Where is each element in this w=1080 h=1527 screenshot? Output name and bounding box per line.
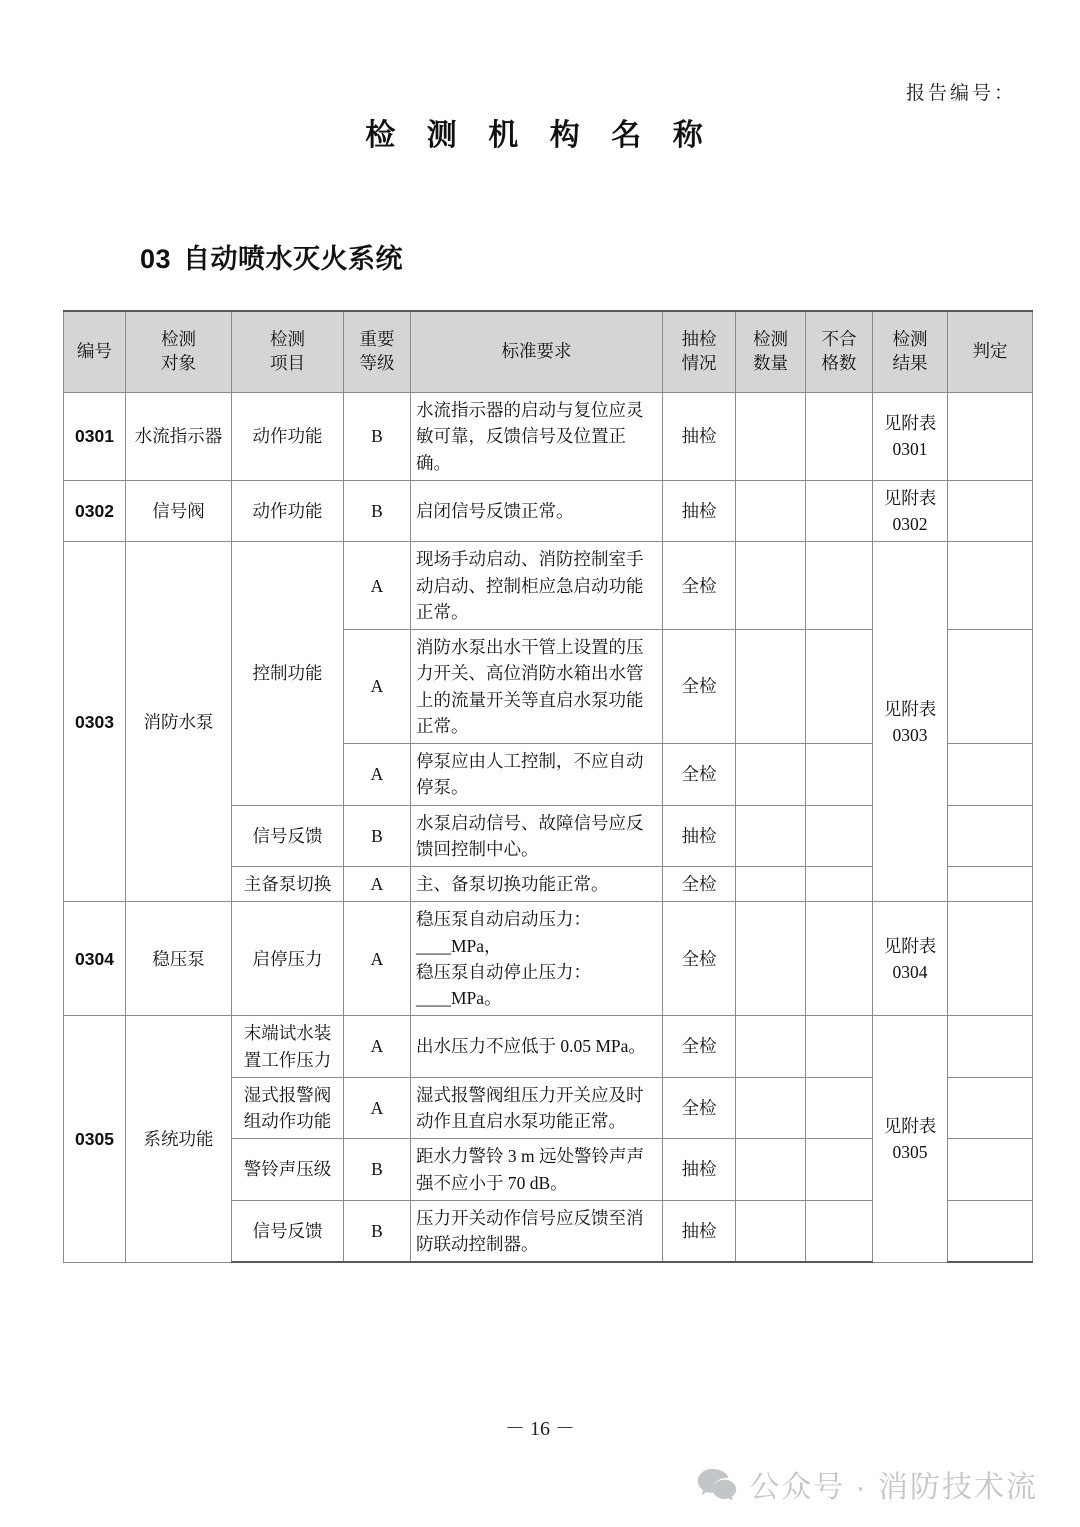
cell-quantity bbox=[736, 805, 806, 867]
cell-grade: B bbox=[344, 480, 411, 542]
cell-sampling: 全检 bbox=[663, 542, 736, 630]
cell-sampling: 抽检 bbox=[663, 805, 736, 867]
cell-number: 0304 bbox=[64, 902, 126, 1016]
column-header-text: 数量 bbox=[753, 353, 788, 373]
table-row bbox=[64, 902, 1033, 1016]
column-header-text: 不合 bbox=[821, 329, 857, 350]
cell-object: 消防水泵 bbox=[126, 542, 232, 902]
cell-result: 见附表 0301 bbox=[873, 393, 948, 481]
column-header-text: 检测 bbox=[753, 329, 788, 350]
cell-judgement bbox=[948, 1077, 1033, 1139]
table-row bbox=[64, 393, 1033, 481]
cell-requirement: 停泵应由人工控制，不应自动停泵。 bbox=[411, 744, 663, 806]
cell-sampling: 抽检 bbox=[663, 393, 736, 481]
cell-quantity bbox=[736, 1077, 806, 1139]
column-header-item bbox=[232, 311, 344, 393]
cell-quantity bbox=[736, 542, 806, 630]
column-header-text: 结果 bbox=[892, 353, 928, 373]
cell-judgement bbox=[948, 480, 1033, 542]
column-header-text: 判定 bbox=[972, 341, 1008, 362]
table-row bbox=[64, 1016, 1033, 1078]
cell-sampling: 抽检 bbox=[663, 480, 736, 542]
cell-quantity bbox=[736, 744, 806, 806]
cell-requirement: 现场手动启动、消防控制室手动启动、控制柜应急启动功能正常。 bbox=[411, 542, 663, 630]
column-header-text: 等级 bbox=[359, 353, 395, 373]
cell-object: 信号阀 bbox=[126, 480, 232, 542]
column-header-qty bbox=[736, 311, 806, 393]
table-row bbox=[64, 542, 1033, 630]
column-header-judge bbox=[948, 311, 1033, 393]
section-title bbox=[140, 237, 403, 276]
cell-item: 控制功能 bbox=[232, 542, 344, 805]
cell-judgement bbox=[948, 542, 1033, 630]
cell-sampling: 全检 bbox=[663, 630, 736, 744]
page-number: － 16 － bbox=[505, 1418, 575, 1440]
cell-sampling: 全检 bbox=[663, 902, 736, 1016]
cell-item: 主备泵切换 bbox=[232, 867, 344, 902]
cell-item: 动作功能 bbox=[232, 480, 344, 542]
cell-grade: A bbox=[344, 1016, 411, 1078]
cell-fail-count bbox=[806, 630, 873, 744]
cell-judgement bbox=[948, 805, 1033, 867]
column-header-obj bbox=[126, 311, 232, 393]
organization-title: 检 测 机 构 名 称 bbox=[365, 119, 715, 152]
cell-item: 信号反馈 bbox=[232, 1200, 344, 1262]
cell-requirement: 压力开关动作信号应反馈至消防联动控制器。 bbox=[411, 1200, 663, 1262]
column-header-text: 格数 bbox=[821, 353, 857, 373]
cell-requirement: 稳压泵自动启动压力： ____MPa， 稳压泵自动停止压力： ____MPa。 bbox=[411, 902, 663, 1016]
cell-fail-count bbox=[806, 1016, 873, 1078]
cell-grade: B bbox=[344, 393, 411, 481]
cell-item: 信号反馈 bbox=[232, 805, 344, 867]
cell-quantity bbox=[736, 1200, 806, 1262]
column-header-text: 重要 bbox=[359, 329, 395, 350]
cell-object: 系统功能 bbox=[126, 1016, 232, 1263]
column-header-text: 对象 bbox=[161, 353, 196, 373]
column-header-result bbox=[873, 311, 948, 393]
cell-number: 0301 bbox=[64, 393, 126, 481]
cell-fail-count bbox=[806, 902, 873, 1016]
cell-sampling: 抽检 bbox=[663, 1139, 736, 1201]
cell-fail-count bbox=[806, 480, 873, 542]
cell-item: 湿式报警阀组动作功能 bbox=[232, 1077, 344, 1139]
cell-judgement bbox=[948, 1139, 1033, 1201]
inspection-table bbox=[63, 310, 1033, 1263]
table-header-row bbox=[64, 311, 1033, 393]
column-header-text: 检测 bbox=[161, 329, 196, 350]
cell-quantity bbox=[736, 630, 806, 744]
cell-fail-count bbox=[806, 867, 873, 902]
cell-fail-count bbox=[806, 1077, 873, 1139]
cell-grade: A bbox=[344, 744, 411, 806]
cell-grade: A bbox=[344, 630, 411, 744]
cell-requirement: 水流指示器的启动与复位应灵敏可靠，反馈信号及位置正确。 bbox=[411, 393, 663, 481]
cell-item: 末端试水装置工作压力 bbox=[232, 1016, 344, 1078]
table-body bbox=[64, 393, 1033, 1263]
cell-result: 见附表 0305 bbox=[873, 1016, 948, 1263]
cell-sampling: 全检 bbox=[663, 867, 736, 902]
cell-fail-count bbox=[806, 393, 873, 481]
column-header-text: 标准要求 bbox=[501, 341, 572, 362]
cell-fail-count bbox=[806, 542, 873, 630]
cell-requirement: 水泵启动信号、故障信号应反馈回控制中心。 bbox=[411, 805, 663, 867]
cell-requirement: 主、备泵切换功能正常。 bbox=[411, 867, 663, 902]
column-header-text: 抽检 bbox=[681, 329, 717, 350]
cell-number: 0305 bbox=[64, 1016, 126, 1263]
cell-fail-count bbox=[806, 1200, 873, 1262]
watermark-text: 公众号 · 消防技术流 bbox=[749, 1471, 1038, 1504]
column-header-text: 检测 bbox=[892, 329, 928, 350]
column-header-no bbox=[64, 311, 126, 393]
cell-fail-count bbox=[806, 805, 873, 867]
column-header-text: 项目 bbox=[270, 353, 305, 373]
cell-number: 0303 bbox=[64, 542, 126, 902]
column-header-grade bbox=[344, 311, 411, 393]
cell-requirement: 湿式报警阀组压力开关应及时动作且直启水泵功能正常。 bbox=[411, 1077, 663, 1139]
cell-requirement: 出水压力不应低于 0.05 MPa。 bbox=[411, 1016, 663, 1078]
cell-sampling: 抽检 bbox=[663, 1200, 736, 1262]
section-name: 自动喷水灭火系统 bbox=[183, 244, 404, 274]
cell-fail-count bbox=[806, 744, 873, 806]
column-header-text: 检测 bbox=[270, 329, 305, 350]
table-header bbox=[64, 311, 1033, 393]
cell-requirement: 消防水泵出水干管上设置的压力开关、高位消防水箱出水管上的流量开关等直启水泵功能正常。 bbox=[411, 630, 663, 744]
cell-quantity bbox=[736, 393, 806, 481]
cell-fail-count bbox=[806, 1139, 873, 1201]
cell-judgement bbox=[948, 1016, 1033, 1078]
report-number-label: 报告编号： bbox=[905, 83, 1016, 104]
cell-sampling: 全检 bbox=[663, 744, 736, 806]
cell-quantity bbox=[736, 480, 806, 542]
cell-requirement: 启闭信号反馈正常。 bbox=[411, 480, 663, 542]
cell-judgement bbox=[948, 1200, 1033, 1262]
cell-number: 0302 bbox=[64, 480, 126, 542]
cell-grade: B bbox=[344, 1139, 411, 1201]
cell-quantity bbox=[736, 1139, 806, 1201]
cell-item: 启停压力 bbox=[232, 902, 344, 1016]
cell-quantity bbox=[736, 902, 806, 1016]
section-number: 03 bbox=[140, 244, 172, 274]
table-row bbox=[64, 480, 1033, 542]
cell-judgement bbox=[948, 393, 1033, 481]
column-header-text: 情况 bbox=[681, 353, 717, 373]
cell-result: 见附表 0302 bbox=[873, 480, 948, 542]
cell-result: 见附表 0304 bbox=[873, 902, 948, 1016]
cell-judgement bbox=[948, 744, 1033, 806]
cell-quantity bbox=[736, 867, 806, 902]
cell-grade: A bbox=[344, 902, 411, 1016]
cell-grade: B bbox=[344, 1200, 411, 1262]
cell-sampling: 全检 bbox=[663, 1016, 736, 1078]
watermark bbox=[697, 1462, 1038, 1506]
wechat-icon bbox=[697, 1467, 737, 1501]
cell-grade: A bbox=[344, 1077, 411, 1139]
column-header-samp bbox=[663, 311, 736, 393]
column-header-text: 编号 bbox=[77, 341, 112, 362]
cell-quantity bbox=[736, 1016, 806, 1078]
cell-judgement bbox=[948, 630, 1033, 744]
cell-grade: B bbox=[344, 805, 411, 867]
cell-result: 见附表 0303 bbox=[873, 542, 948, 902]
cell-item: 警铃声压级 bbox=[232, 1139, 344, 1201]
cell-item: 动作功能 bbox=[232, 393, 344, 481]
cell-judgement bbox=[948, 902, 1033, 1016]
cell-object: 稳压泵 bbox=[126, 902, 232, 1016]
cell-object: 水流指示器 bbox=[126, 393, 232, 481]
cell-judgement bbox=[948, 867, 1033, 902]
cell-sampling: 全检 bbox=[663, 1077, 736, 1139]
cell-requirement: 距水力警铃 3 m 远处警铃声声强不应小于 70 dB。 bbox=[411, 1139, 663, 1201]
column-header-req bbox=[411, 311, 663, 393]
column-header-fail bbox=[806, 311, 873, 393]
cell-grade: A bbox=[344, 867, 411, 902]
cell-grade: A bbox=[344, 542, 411, 630]
